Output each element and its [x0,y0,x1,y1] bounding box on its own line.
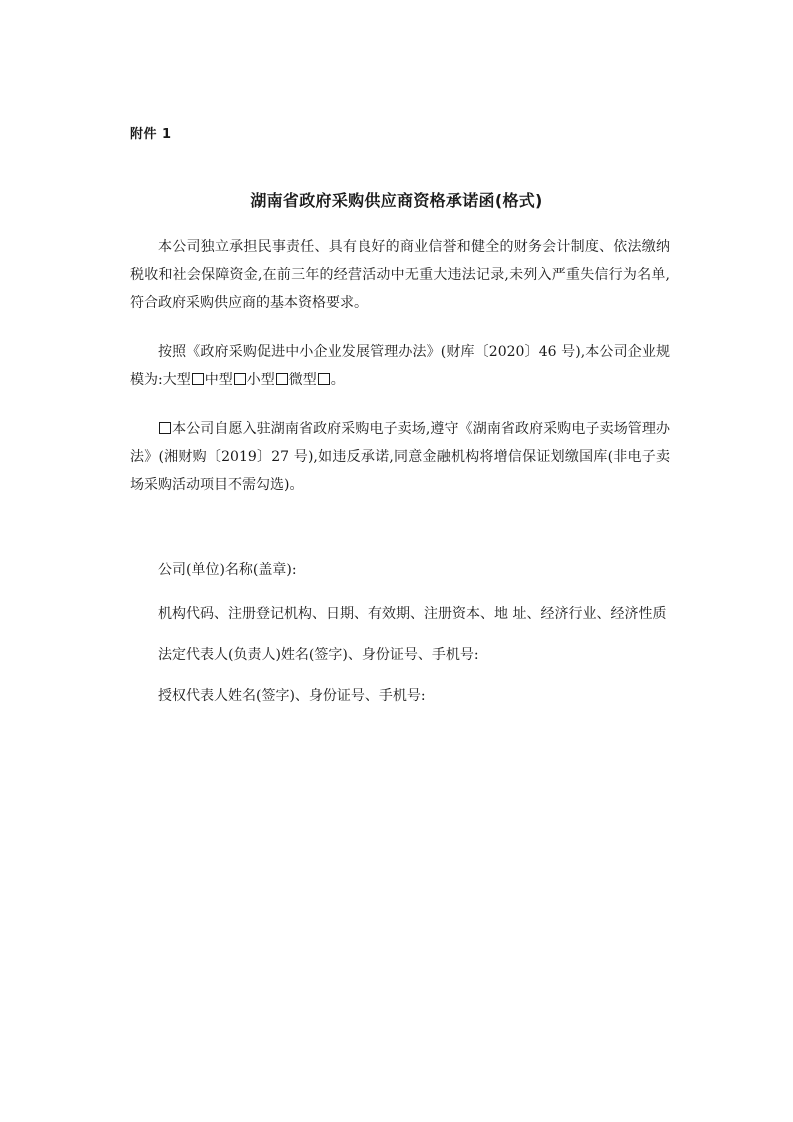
document-title: 湖南省政府采购供应商资格承诺函(格式) [250,191,543,210]
e-mall-commitment-text: 本公司自愿入驻湖南省政府采购电子卖场,遵守《湖南省政府采购电子卖场管理办法》(湘财购〔2019〕27 号),如违反承诺,同意金融机构将增信保证划缴国库(非电子卖场采购活动项目不需勾选)。 [130,421,670,493]
checkbox-large[interactable] [192,373,204,385]
enterprise-size-lead: 按照《政府采购促进中小企业发展管理办法》(财库〔2020〕46 号),本公司企业规模为: [130,344,670,388]
size-option-micro: 微型 [288,372,317,388]
size-option-medium: 中型 [204,372,233,388]
checkbox-micro[interactable] [318,373,330,385]
attachment-label: 附件 1 [130,127,172,142]
enterprise-size-statement [130,338,670,394]
qualification-statement: 本公司独立承担民事责任、具有良好的商业信誉和健全的财务会计制度、依法缴纳税收和社会保障资金,在前三年的经营活动中无重大违法记录,未列入严重失信行为名单,符合政府采购供应商的基本资格要求。 [130,239,670,311]
enterprise-size-end: 。 [330,372,345,388]
legal-rep-field: 法定代表人(负责人)姓名(签字)、身份证号、手机号: [158,647,479,663]
size-option-small: 小型 [246,372,275,388]
checkbox-medium[interactable] [234,373,246,385]
e-mall-commitment [130,415,670,499]
checkbox-small[interactable] [276,373,288,385]
authorized-rep-field: 授权代表人姓名(签字)、身份证号、手机号: [158,688,426,704]
checkbox-e-mall[interactable] [159,422,171,434]
size-option-large: 大型 [162,372,191,388]
org-info-field: 机构代码、注册登记机构、日期、有效期、注册资本、地 址、经济行业、经济性质 [158,606,667,622]
company-name-field: 公司(单位)名称(盖章): [158,562,297,578]
